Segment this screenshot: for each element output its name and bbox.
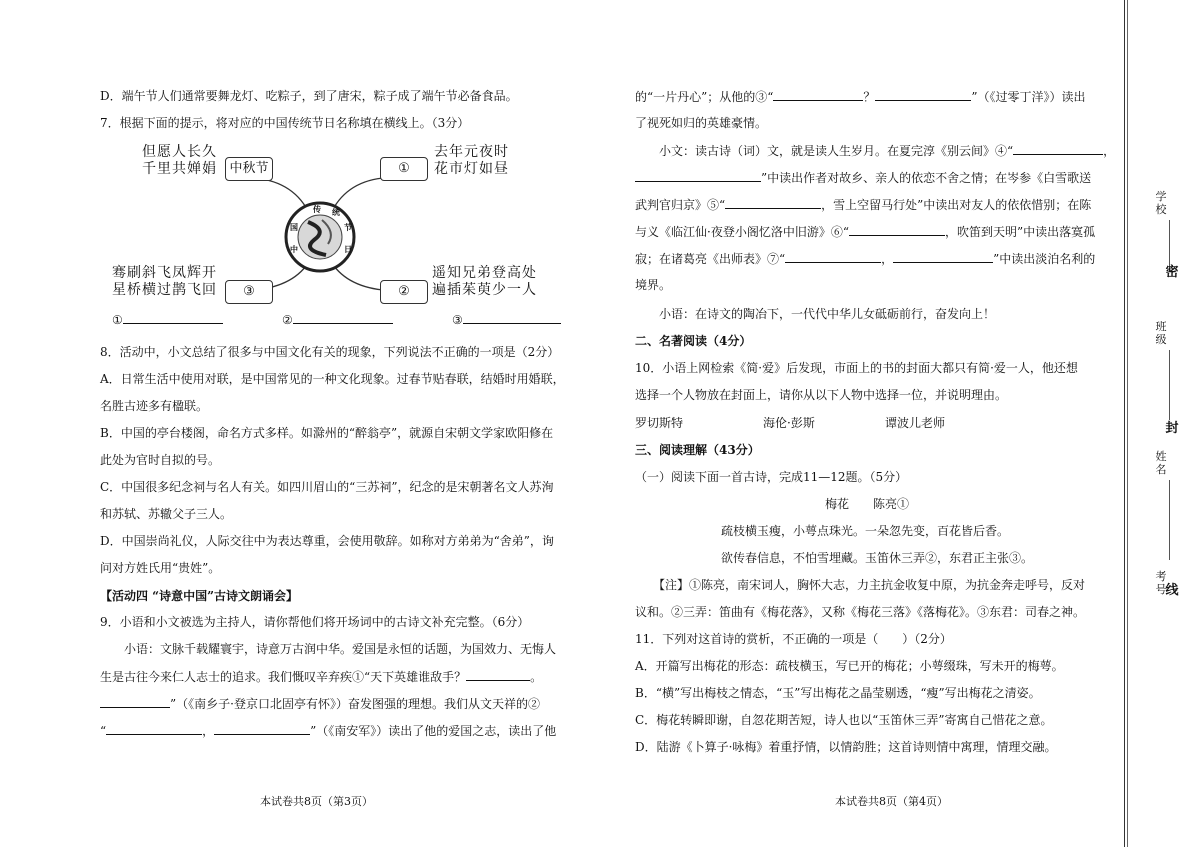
r-line-4 [635,170,1091,185]
label-class: 班级 [1155,320,1167,346]
question-11: 11．下列对这首诗的赏析，不正确的一项是（ ）（2分） [635,632,952,646]
character-temple: 谭波儿老师 [885,416,946,430]
question-8: 8．活动中，小文总结了很多与中国文化有关的现象，下列说法不正确的一项是（2分） [100,345,560,359]
blank-q9-2b[interactable] [214,723,310,735]
r-line-7 [635,251,1095,266]
poem-bl-line2: 星桥横过鹊飞回 [112,282,217,298]
class-fill-line [1169,350,1170,420]
name-fill-line [1169,480,1170,560]
center-char-2: 统 [332,207,340,217]
question-7: 7．根据下面的提示，将对应的中国传统节日名称填在横线上。（3分） [100,116,470,130]
blank-7b[interactable] [893,251,993,263]
center-char-3: 节 [344,222,352,232]
q9-para-3-text: ”（《南乡子·登京口北固亭有怀》）奋发图强的理想。我们从文天祥的② [170,697,540,711]
answer-3[interactable] [452,312,561,327]
q9-para-2-end: 。 [530,670,543,684]
question-9: 9．小语和小文被选为主持人，请你帮他们将开场词中的古诗文补充完整。（6分） [100,615,530,629]
subsection-1: （一）阅读下面一首古诗，完成11—12题。（5分） [635,470,908,484]
blank-3b[interactable] [875,89,971,101]
q8-option-c-1: C．中国很多纪念祠与名人有关。如四川眉山的“三苏祠”，纪念的是宋朝著名文人苏洵 [100,480,554,494]
box-blank-1: ① [380,157,428,181]
blank-q9-1b[interactable] [100,696,170,708]
blank-7a[interactable] [785,251,881,263]
blank-4a[interactable] [1013,143,1103,155]
footer-page-3: 本试卷共8页（第3页） [260,795,373,808]
q11-option-b: B．“横”写出梅枝之情态，“玉”写出梅花之晶莹剔透，“瘦”写出梅花之清姿。 [635,686,1041,700]
label-name: 姓名 [1155,450,1167,476]
note-line-1: 【注】①陈亮，南宋词人，胸怀大志，力主抗金收复中原，为抗金奔走呼号，反对 [653,578,1086,592]
blank-6[interactable] [849,224,945,236]
margin-border-inner [1127,0,1128,847]
blank-q9-1[interactable] [466,669,530,681]
poem-tl-line1: 但愿人长久 [142,144,217,160]
school-fill-line [1169,220,1170,270]
q9-para-4-c: ”（《南安军》）读出了他的爱国之志，读出了他 [310,724,557,738]
q11-option-c: C．梅花转瞬即谢，自忽花期苦短，诗人也以“玉笛休三弄”寄寓自己惜花之意。 [635,713,1053,727]
center-char-4: 日 [344,244,352,254]
seal-mi: 密 [1165,265,1179,280]
poem-br-line2: 遍插茱萸少一人 [432,282,537,298]
label-school: 学校 [1155,190,1167,216]
q8-option-a-1: A．日常生活中使用对联，是中国常见的一种文化现象。过春节贴春联，结婚时用婚联， [100,372,565,386]
q9-para-4 [100,723,556,738]
r6-a: 与义《临江仙·夜登小阁忆洛中旧游》⑥“ [635,225,849,239]
r1-b: ？ [863,90,876,104]
r-line-5 [635,197,1091,212]
r7-c: ”中读出淡泊名利的 [993,252,1096,266]
q9-para-2 [100,669,542,684]
r5-b: ，雪上空留马行处”中读出对友人的依依惜别；在陈 [821,198,1092,212]
poem-tr-line2: 花市灯如昼 [434,161,509,177]
label-number: 考号 [1155,570,1167,596]
r-line-1 [635,89,1086,104]
margin-border-outer [1124,0,1125,847]
blank-5[interactable] [725,197,821,209]
answer-3-label: ③ [452,313,463,327]
q8-option-d-2: 问对方姓氏用“贵姓”。 [100,561,221,575]
question-10-2: 选择一个人物放在封面上，请你从以下人物中选择一位，并说明理由。 [635,388,1008,402]
blank-3a[interactable] [773,89,863,101]
r5-a: 武判官归京》⑤“ [635,198,726,212]
r3-b: ， [1103,144,1116,158]
question-10-1: 10．小语上网检索《简·爱》后发现，市面上的书的封面大都只有简·爱一人，他还想 [635,361,1078,375]
r6-b: ，吹笛到天明”中读出落寞孤 [944,225,1096,239]
blank-q9-2a[interactable] [106,723,202,735]
r4-a: ”中读出作者对故乡、亲人的依恋不舍之情；在岑参《白雪歌送 [761,171,1092,185]
box-blank-3: ③ [225,280,273,304]
r7-b: ， [881,252,894,266]
activity-4-heading: 【活动四 “诗意中国”古诗文朗诵会】 [100,589,298,603]
blank-4b[interactable] [635,170,761,182]
option-d-line: D．端午节人们通常要舞龙灯、吃粽子，到了唐宋，粽子成了端午节必备食品。 [100,89,518,103]
poem-bl-line1: 骞刷斜飞凤辉开 [112,265,217,281]
poem-line-2: 欲传春信息，不怕雪埋藏。玉笛休三弄②，东君正主张③。 [721,551,1034,565]
section-3-heading: 三、阅读理解（43分） [635,443,760,457]
r-line-6 [635,224,1095,239]
q8-option-d-1: D．中国崇尚礼仪，人际交往中为表达尊重，会使用敬辞。如称对方弟弟为“舍弟”，询 [100,534,554,548]
note-line-2: 议和。②三弄：笛曲有《梅花落》，又称《梅花三落》《落梅花》。③东君：司春之神。 [635,605,1086,619]
poem-line-1: 疏枝横玉瘦，小萼点珠光。一朵忽先变，百花皆后香。 [721,524,1010,538]
r-line-3 [659,143,1115,158]
q9-para-4-a: “ [100,724,107,738]
answer-1[interactable] [112,312,223,327]
q9-para-4-b: ， [202,724,215,738]
q9-para-3 [100,696,540,711]
center-char-1: 传 [313,204,321,214]
q9-para-1: 小语：文脉千载耀寰宇，诗意万古润中华。爱国是永恒的话题，为国效力、无悔人 [124,642,557,656]
center-char-6: 国 [290,222,298,232]
seal-feng: 封 [1165,421,1179,436]
section-2-heading: 二、名著阅读（4分） [635,334,752,348]
r-line-9: 小语：在诗文的陶冶下，一代代中华儿女砥砺前行，奋发向上！ [659,307,996,321]
center-char-5: 中 [290,244,298,254]
q8-option-a-2: 名胜古迹多有楹联。 [100,399,209,413]
r-line-2: 了视死如归的英雄豪情。 [635,116,768,130]
poem-title: 梅花 陈亮① [825,497,910,511]
r3-a: 小文：读古诗（词）文，就是读人生岁月。在夏完淳《别云间》④“ [659,144,1014,158]
character-rochester: 罗切斯特 [635,416,684,430]
r7-a: 寂；在诸葛亮《出师表》⑦“ [635,252,786,266]
character-helen: 海伦·彭斯 [763,416,815,430]
poem-tr-line1: 去年元夜时 [434,144,509,160]
q8-option-b-1: B．中国的亭台楼阁，命名方式多样。如滁州的“醉翁亭”，就源自宋朝文学家欧阳修在 [100,426,554,440]
festival-diagram [100,140,560,335]
poem-tl-line2: 千里共婵娟 [142,161,217,177]
r1-c: ”（《过零丁洋》）读出 [971,90,1086,104]
q9-para-2-text: 生是古往今来仁人志士的追求。我们慨叹辛弃疾①“天下英雄谁敌手？ [100,670,467,684]
answer-2-label: ② [282,313,293,327]
box-mid-autumn: 中秋节 [225,157,273,181]
answer-1-label: ① [112,313,123,327]
q8-option-c-2: 和苏轼、苏辙父子三人。 [100,507,233,521]
poem-br-line1: 遥知兄弟登高处 [432,265,537,281]
binding-margin [1120,0,1200,847]
q11-option-a: A．开篇写出梅花的形态：疏枝横玉，写已开的梅花；小萼缀珠，写未开的梅萼。 [635,659,1064,673]
seal-xian: 线 [1165,583,1179,598]
answer-2[interactable] [282,312,393,327]
box-blank-2: ② [380,280,428,304]
footer-page-4: 本试卷共8页（第4页） [835,795,948,808]
q8-option-b-2: 此处为官时自拟的号。 [100,453,221,467]
r-line-8: 境界。 [635,278,672,292]
q11-option-d: D．陆游《卜算子·咏梅》着重抒情，以情韵胜；这首诗则情中寓理，情理交融。 [635,740,1057,754]
r1-a: 的“一片丹心”；从他的③“ [635,90,774,104]
